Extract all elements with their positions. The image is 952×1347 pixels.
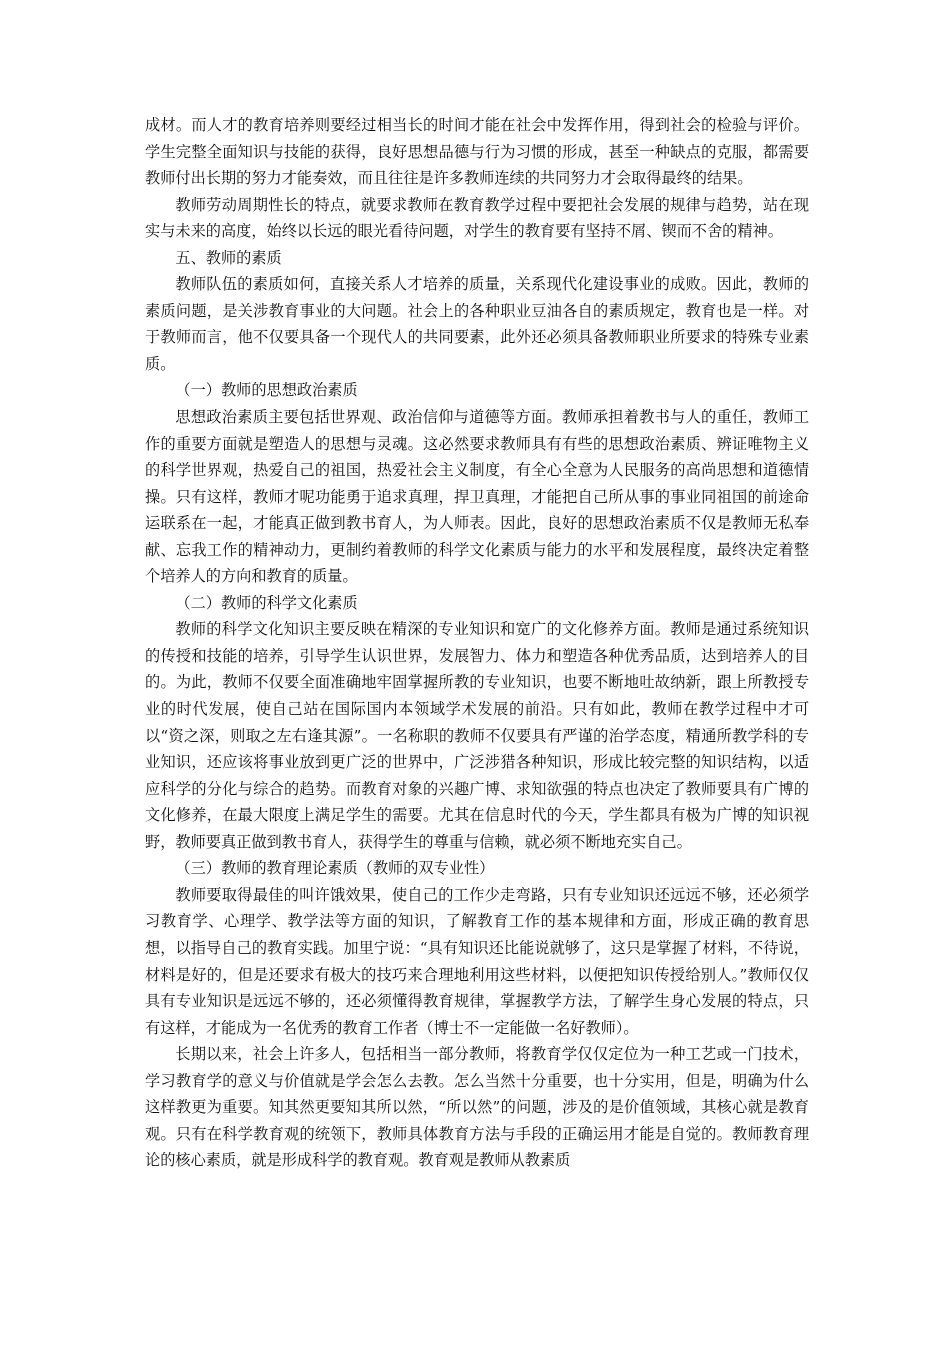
paragraph-political-quality: 思想政治素质主要包括世界观、政治信仰与道德等方面。教师承担着教书与人的重任，教师工作的重要方面就是塑造人的思想与灵魂。这必然要求教师具有有些的思想政治素质、辨证唯物主义的科学世界观，热爱自己的祖国，热爱社会主义制度，有全心全意为人民服务的高尚思想和道德情操。只有这样，教师才呢功能勇于追求真理，捍卫真理，才能把自己所从事的事业同祖国的前途命运联系在一起，才能真正做到教书育人，为人师表。因此，良好的思想政治素质不仅是教师无私奉献、忘我工作的精神动力，更制约着教师的科学文化素质与能力的水平和发展程度，最终决定着整个培养人的方向和教育的质量。 [145,408,809,586]
paragraph-teacher-quality: 教师队伍的素质如何，直接关系人才培养的质量，关系现代化建设事业的成败。因此，教师的素质问题，是关涉教育事业的大问题。社会上的各种职业豆油各自的素质规定，教育也是一样。对于教师而言，他不仅要具备一个现代人的共同要素，此外还必须具备教师职业所要求的特殊专业素质。 [145,275,809,373]
section-heading-teacher-quality: 五、教师的素质 [175,248,282,267]
subheading-political-quality: （一）教师的思想政治素质 [175,381,358,400]
paragraph-education-theory: 教师要取得最佳的叫许饿效果，使自己的工作少走弯路，只有专业知识还远远不够，还必须学习教育学、心理学、教学法等方面的知识，了解教育工作的基本规律和方面，形成正确的教育思想，以指导自己的教育实践。加里宁说：“具有知识还比能说就够了，这只是掌握了材料，不待说，材料是好的，但是还要求有极大的技巧来合理地利用这些材料，以便把知识传授给别人。”教师仅仅具有专业知识是远远不够的，还必须懂得教育规律，掌握教学方法，了解学生身心发展的特点，只有这样，才能成为一名优秀的教育工作者（博士不一定能做一名好教师）。 [145,885,809,1037]
subheading-scientific-culture: （二）教师的科学文化素质 [175,593,358,612]
document-page [145,112,809,1174]
subheading-education-theory: （三）教师的教育理论素质（教师的双专业性） [175,859,495,878]
paragraph-continued: 成材。而人才的教育培养则要经过相当长的时间才能在社会中发挥作用，得到社会的检验与评价。学生完整全面知识与技能的获得，良好思想品德与行为习惯的形成，甚至一种缺点的克服，都需要教师付出长期的努力才能奏效，而且往往是许多教师连续的共同努力才会取得最终的结果。 [145,116,809,188]
paragraph-labor-cycle: 教师劳动周期性长的特点，就要求教师在教育教学过程中要把社会发展的规律与趋势，站在现实与未来的高度，始终以长远的眼光看待问题，对学生的教育要有坚持不屑、锲而不舍的精神。 [145,195,809,241]
paragraph-scientific-culture: 教师的科学文化知识主要反映在精深的专业知识和宽广的文化修养方面。教师是通过系统知识的传授和技能的培养，引导学生认识世界，发展智力、体力和塑造各种优秀品质，达到培养人的目的。为此，教师不仅要全面准确地牢固掌握所教的专业知识，也要不断地吐故纳新，跟上所教授专业的时代发展，使自己站在国际国内本领域学术发展的前沿。只有如此，教师在教学过程中才可以“资之深，则取之左右逢其源”。一名称职的教师不仅要具有严谨的治学态度，精通所教学科的专业知识，还应该将事业放到更广泛的世界中，广泛涉猎各种知识，形成比较完整的知识结构，以适应科学的分化与综合的趋势。而教育对象的兴趣广博、求知欲强的特点也决定了教师要具有广博的文化修养，在最大限度上满足学生的需要。尤其在信息时代的今天，学生都具有极为广博的知识视野，教师要真正做到教书育人，获得学生的尊重与信赖，就必须不断地充实自己。 [145,620,809,851]
paragraph-education-view: 长期以来，社会上许多人，包括相当一部分教师，将教育学仅仅定位为一种工艺或一门技术，学习教育学的意义与价值就是学会怎么去教。怎么当然十分重要，也十分实用，但是，明确为什么这样教更为重要。知其然更要知其所以然，“所以然”的问题，涉及的是价值领域，其核心就是教育观。只有在科学教育观的统领下，教师具体教育方法与手段的正确运用才能是自觉的。教师教育理论的核心素质，就是形成科学的教育观。教育观是教师从教素质 [145,1045,809,1170]
